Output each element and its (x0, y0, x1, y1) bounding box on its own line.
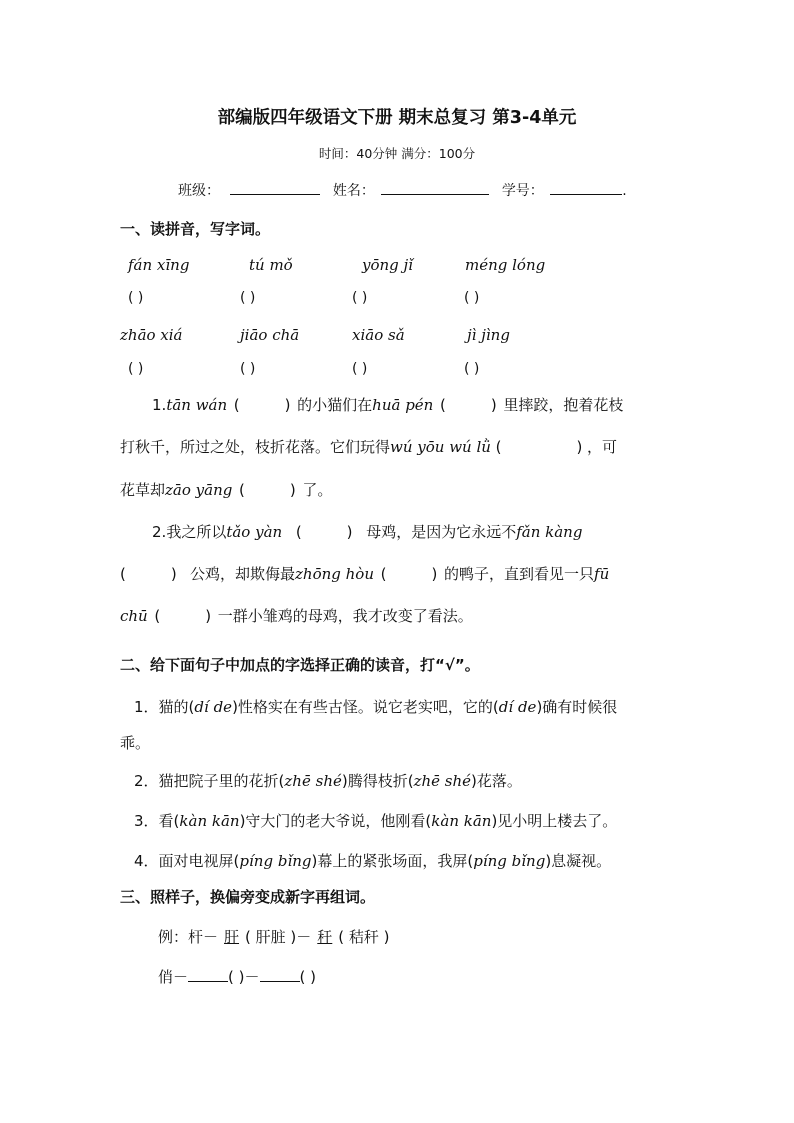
pinyin-6: jiāo chā (240, 326, 300, 344)
question2-1-line2: 乖。 (120, 734, 151, 752)
new-char-blank-2[interactable] (260, 967, 300, 982)
answer-paren-7[interactable]: ( ) (352, 361, 368, 377)
question2-1-line1: 1．猫的(dí de)性格实在有些古怪。说它老实吧，它的(dí de)确有时候很 (134, 698, 618, 716)
paragraph1-line3: 花草却zāo yāng ( ) 了。 (120, 481, 333, 499)
page-title: 部编版四年级语文下册 期末总复习 第3-4单元 (217, 108, 577, 128)
pinyin-3: yōng jǐ (362, 256, 413, 274)
id-label: 学号： (501, 183, 544, 199)
example-word-1: 肝 (224, 928, 240, 946)
pinyin-7: xiāo sǎ (352, 326, 405, 344)
student-info-line (178, 180, 627, 200)
answer-paren-4[interactable]: ( ) (464, 290, 480, 306)
paragraph2-line2: ( ) 公鸡，却欺侮最zhōng hòu ( ) 的鸭子，直到看见一只fū (120, 565, 610, 583)
new-char-blank-1[interactable] (188, 967, 228, 982)
exam-subtitle: 时间：40分钟 满分：100分 (318, 146, 476, 161)
pinyin-2: tú mǒ (249, 256, 293, 274)
answer-paren-5[interactable]: ( ) (128, 361, 144, 377)
class-blank[interactable] (230, 180, 320, 195)
example-line: 例：杆－ 肝 ( 肝脏 )－ 秆 ( 秸秆 ) (158, 928, 390, 946)
answer-paren-3[interactable]: ( ) (352, 290, 368, 306)
pinyin-1: fán xīng (128, 256, 190, 274)
paragraph1-line2: 打秋千，所过之处，枝折花落。它们玩得wú yōu wú lǜ ( ) ，可 (120, 438, 617, 456)
answer-paren-2[interactable]: ( ) (240, 290, 256, 306)
name-blank[interactable] (381, 180, 489, 195)
class-label: 班级： (178, 183, 220, 199)
example-word-2: 秆 (317, 928, 333, 946)
pinyin-4: méng lóng (465, 256, 546, 274)
pinyin-5: zhāo xiá (120, 326, 183, 344)
question2-3: 3．看(kàn kān)守大门的老大爷说，他刚看(kàn kān)见小明上楼去了。 (134, 812, 618, 830)
answer-paren-8[interactable]: ( ) (464, 361, 480, 377)
name-label: 姓名： (332, 183, 375, 199)
paragraph1-line1: 1.tān wán ( ) 的小猫们在huā pén ( ) 里摔跤，抱着花枝 (152, 396, 624, 414)
question2-4: 4．面对电视屏(píng bǐng)幕上的紧张场面，我屏(píng bǐng)息凝视。 (134, 852, 612, 870)
section1-heading: 一、读拼音，写字词。 (120, 220, 271, 238)
id-blank[interactable] (550, 180, 622, 195)
exercise-line: 俏－ ( )－ ( ) (158, 968, 316, 986)
paragraph2-line1: 2.我之所以tǎo yàn ( ) 母鸡，是因为它永远不fǎn kàng (152, 523, 583, 541)
answer-paren-1[interactable]: ( ) (128, 290, 144, 306)
paragraph2-line3: chū ( ) 一群小雏鸡的母鸡，我才改变了看法。 (120, 607, 473, 625)
info-end: . (622, 183, 627, 199)
pinyin-8: jì jìng (467, 326, 510, 344)
answer-paren-6[interactable]: ( ) (240, 361, 256, 377)
section2-heading: 二、给下面句子中加点的字选择正确的读音，打“√”。 (120, 656, 480, 674)
question2-2: 2．猫把院子里的花折(zhē shé)腾得枝折(zhē shé)花落。 (134, 772, 522, 790)
section3-heading: 三、照样子，换偏旁变成新字再组词。 (120, 888, 376, 906)
